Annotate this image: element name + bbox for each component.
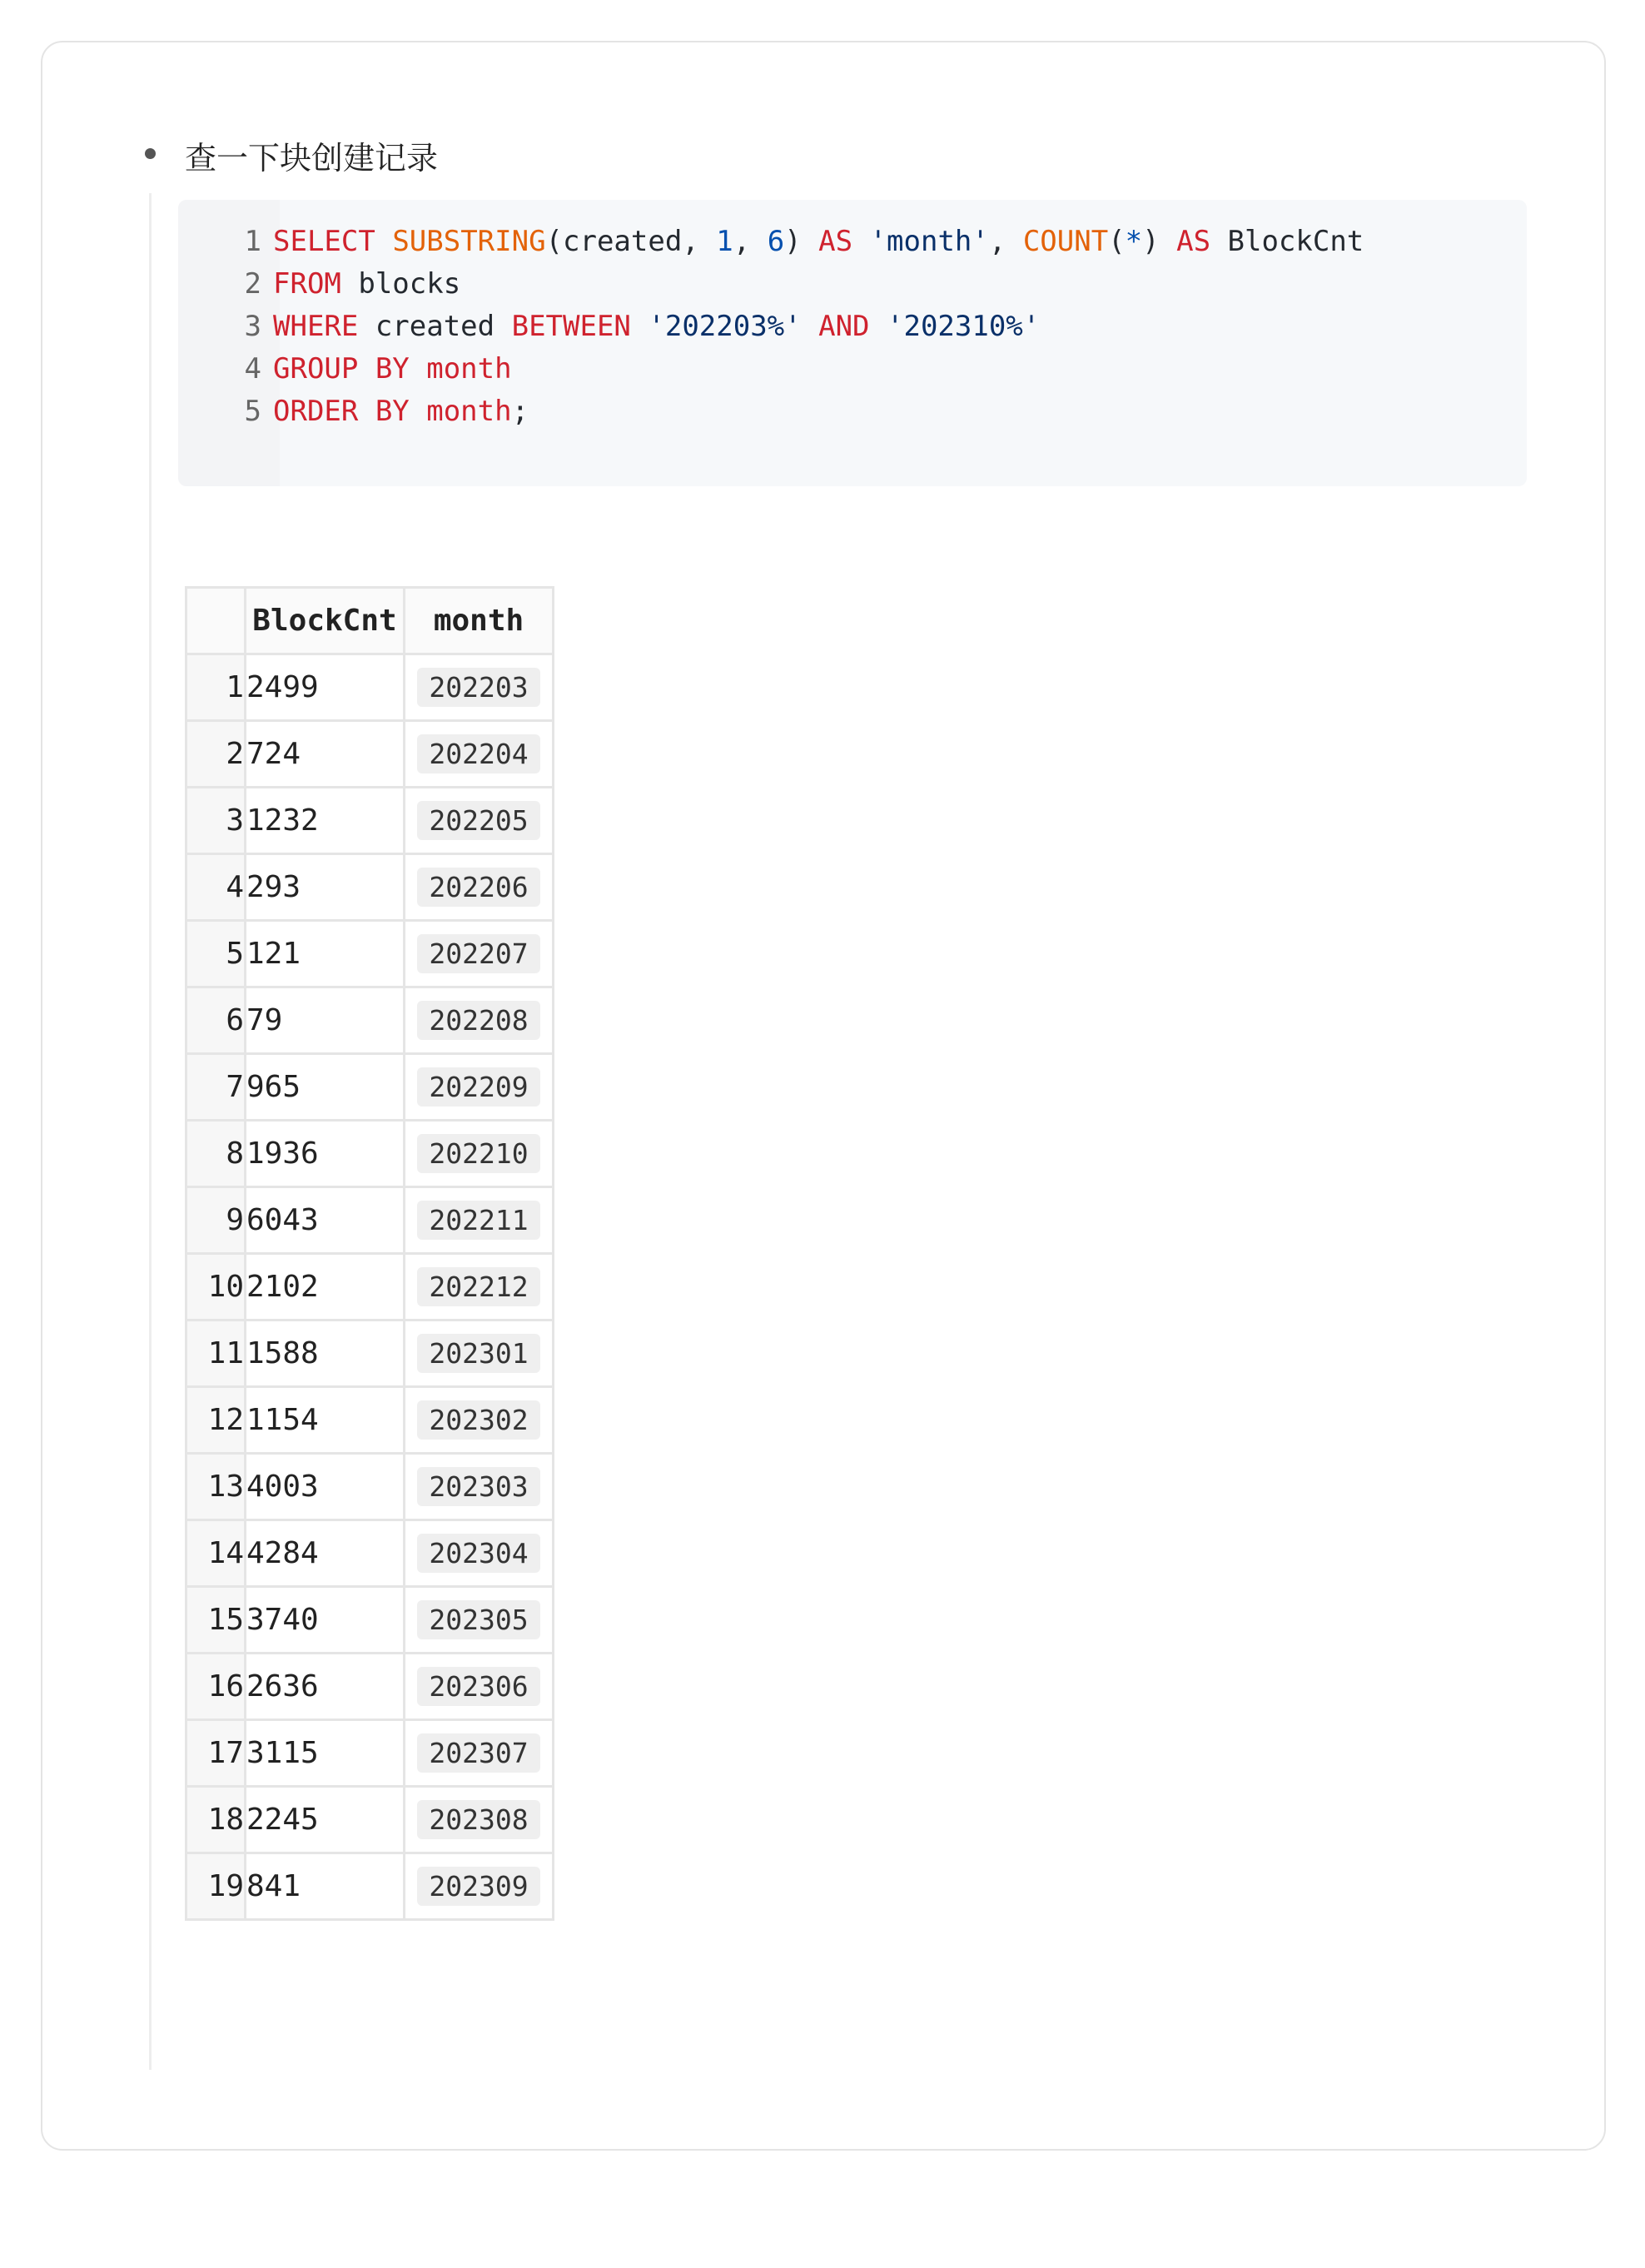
- blockcnt-cell: 1154: [246, 1387, 405, 1454]
- table-row: [186, 854, 554, 921]
- code-token: [631, 310, 648, 343]
- code-token: 'month': [869, 225, 989, 258]
- month-chip: 202203: [417, 668, 539, 707]
- month-cell: [405, 1187, 554, 1254]
- block-guide-line: [149, 193, 152, 2070]
- code-token: [802, 310, 818, 343]
- month-chip: 202304: [417, 1534, 539, 1573]
- blockcnt-cell: 6043: [246, 1187, 405, 1254]
- table-row: [186, 1321, 554, 1387]
- month-chip: 202212: [417, 1267, 539, 1306]
- table-row: [186, 987, 554, 1054]
- code-token: ,: [733, 225, 768, 258]
- month-chip: 202301: [417, 1334, 539, 1373]
- row-index-cell: 8: [186, 1121, 246, 1187]
- blockcnt-cell: 1588: [246, 1321, 405, 1387]
- column-header-month: month: [405, 588, 554, 654]
- code-token: WHERE: [273, 310, 359, 343]
- code-token: ORDER BY month: [273, 395, 512, 428]
- code-line: [178, 220, 1510, 263]
- month-cell: [405, 1254, 554, 1321]
- code-token: [852, 225, 869, 258]
- column-header-index: [186, 588, 246, 654]
- month-chip: 202208: [417, 1001, 539, 1040]
- code-token: BlockCnt: [1210, 225, 1364, 258]
- code-token: GROUP BY month: [273, 352, 512, 385]
- blockcnt-cell: 1232: [246, 788, 405, 854]
- blockcnt-cell: 2636: [246, 1654, 405, 1720]
- code-line: [178, 305, 1510, 348]
- code-token: ;: [511, 395, 529, 428]
- table-row: [186, 1454, 554, 1520]
- bullet-text: 查一下块创建记录: [185, 140, 439, 177]
- blockcnt-cell: 841: [246, 1853, 405, 1920]
- row-index-cell: 17: [186, 1720, 246, 1787]
- code-line: [178, 347, 1510, 390]
- table-row: [186, 1720, 554, 1787]
- month-cell: [405, 721, 554, 788]
- code-token: 1: [716, 225, 733, 258]
- blockcnt-cell: 1936: [246, 1121, 405, 1187]
- line-number: 1: [244, 225, 261, 258]
- month-chip: 202305: [417, 1600, 539, 1639]
- blockcnt-cell: 2499: [246, 654, 405, 721]
- table-row: [186, 1654, 554, 1720]
- code-token: 6: [767, 225, 785, 258]
- blockcnt-cell: 3740: [246, 1587, 405, 1654]
- code-token: [870, 310, 887, 343]
- row-index-cell: 11: [186, 1321, 246, 1387]
- code-token: created: [358, 310, 512, 343]
- code-token: '202310%': [887, 310, 1041, 343]
- blockcnt-cell: 293: [246, 854, 405, 921]
- code-token: COUNT: [1022, 225, 1109, 258]
- month-chip: 202307: [417, 1733, 539, 1773]
- month-chip: 202207: [417, 934, 539, 973]
- month-chip: 202204: [417, 734, 539, 773]
- code-token: (created,: [545, 225, 717, 258]
- row-index-cell: 14: [186, 1520, 246, 1587]
- month-cell: [405, 1387, 554, 1454]
- code-token: AND: [818, 310, 870, 343]
- blockcnt-cell: 2102: [246, 1254, 405, 1321]
- month-cell: [405, 1321, 554, 1387]
- table-row: [186, 721, 554, 788]
- code-token: ,: [988, 225, 1023, 258]
- table-row: [186, 1054, 554, 1121]
- month-chip: 202206: [417, 868, 539, 907]
- row-index-cell: 18: [186, 1787, 246, 1853]
- month-chip: 202303: [417, 1467, 539, 1506]
- code-block[interactable]: [178, 200, 1527, 486]
- month-cell: [405, 1520, 554, 1587]
- blockcnt-cell: 724: [246, 721, 405, 788]
- row-index-cell: 7: [186, 1054, 246, 1121]
- row-index-cell: 3: [186, 788, 246, 854]
- blockcnt-cell: 2245: [246, 1787, 405, 1853]
- code-token: *: [1125, 225, 1143, 258]
- code-token: SUBSTRING: [392, 225, 546, 258]
- row-index-cell: 2: [186, 721, 246, 788]
- month-cell: [405, 1720, 554, 1787]
- blockcnt-cell: 4003: [246, 1454, 405, 1520]
- table-row: [186, 921, 554, 987]
- month-chip: 202302: [417, 1400, 539, 1440]
- table-row: [186, 654, 554, 721]
- month-cell: [405, 1454, 554, 1520]
- code-token: AS: [1176, 225, 1211, 258]
- month-cell: [405, 1054, 554, 1121]
- column-header-blockcnt: BlockCnt: [246, 588, 405, 654]
- table-header-row: [186, 588, 554, 654]
- row-index-cell: 12: [186, 1387, 246, 1454]
- month-chip: 202210: [417, 1134, 539, 1173]
- month-chip: 202209: [417, 1067, 539, 1107]
- code-token: blocks: [340, 267, 461, 301]
- month-cell: [405, 1587, 554, 1654]
- month-cell: [405, 1654, 554, 1720]
- month-chip: 202308: [417, 1800, 539, 1839]
- table-row: [186, 1587, 554, 1654]
- line-number: 3: [244, 310, 261, 343]
- blockcnt-cell: 121: [246, 921, 405, 987]
- month-cell: [405, 987, 554, 1054]
- table-row: [186, 1520, 554, 1587]
- code-token: BETWEEN: [511, 310, 631, 343]
- table-body: [186, 654, 554, 1920]
- line-number: 2: [244, 267, 261, 301]
- month-cell: [405, 1121, 554, 1187]
- month-cell: [405, 1787, 554, 1853]
- bullet-dot-icon: [145, 148, 156, 159]
- code-token: SELECT: [273, 225, 375, 258]
- row-index-cell: 5: [186, 921, 246, 987]
- month-cell: [405, 854, 554, 921]
- row-index-cell: 10: [186, 1254, 246, 1321]
- table-row: [186, 1853, 554, 1920]
- month-cell: [405, 654, 554, 721]
- row-index-cell: 1: [186, 654, 246, 721]
- row-index-cell: 19: [186, 1853, 246, 1920]
- row-index-cell: 6: [186, 987, 246, 1054]
- code-token: '202203%': [648, 310, 802, 343]
- month-chip: 202205: [417, 801, 539, 840]
- table-row: [186, 1187, 554, 1254]
- code-token: AS: [818, 225, 853, 258]
- month-chip: 202306: [417, 1667, 539, 1706]
- blockcnt-cell: 4284: [246, 1520, 405, 1587]
- code-token: [375, 225, 392, 258]
- row-index-cell: 15: [186, 1587, 246, 1654]
- month-cell: [405, 1853, 554, 1920]
- blockcnt-cell: 79: [246, 987, 405, 1054]
- row-index-cell: 13: [186, 1454, 246, 1520]
- line-number: 4: [244, 352, 261, 385]
- month-cell: [405, 788, 554, 854]
- table-row: [186, 1121, 554, 1187]
- month-chip: 202211: [417, 1201, 539, 1240]
- code-token: ): [1142, 225, 1177, 258]
- code-token: FROM: [273, 267, 341, 301]
- query-result-table: [185, 586, 554, 1921]
- row-index-cell: 16: [186, 1654, 246, 1720]
- line-number: 5: [244, 395, 261, 428]
- table-row: [186, 1387, 554, 1454]
- row-index-cell: 4: [186, 854, 246, 921]
- code-line: [178, 262, 1510, 306]
- table-row: [186, 1254, 554, 1321]
- blockcnt-cell: 3115: [246, 1720, 405, 1787]
- code-token: ): [784, 225, 819, 258]
- code-line: [178, 390, 1510, 433]
- month-cell: [405, 921, 554, 987]
- table-row: [186, 788, 554, 854]
- row-index-cell: 9: [186, 1187, 246, 1254]
- table-row: [186, 1787, 554, 1853]
- code-token: (: [1108, 225, 1126, 258]
- blockcnt-cell: 965: [246, 1054, 405, 1121]
- month-chip: 202309: [417, 1867, 539, 1906]
